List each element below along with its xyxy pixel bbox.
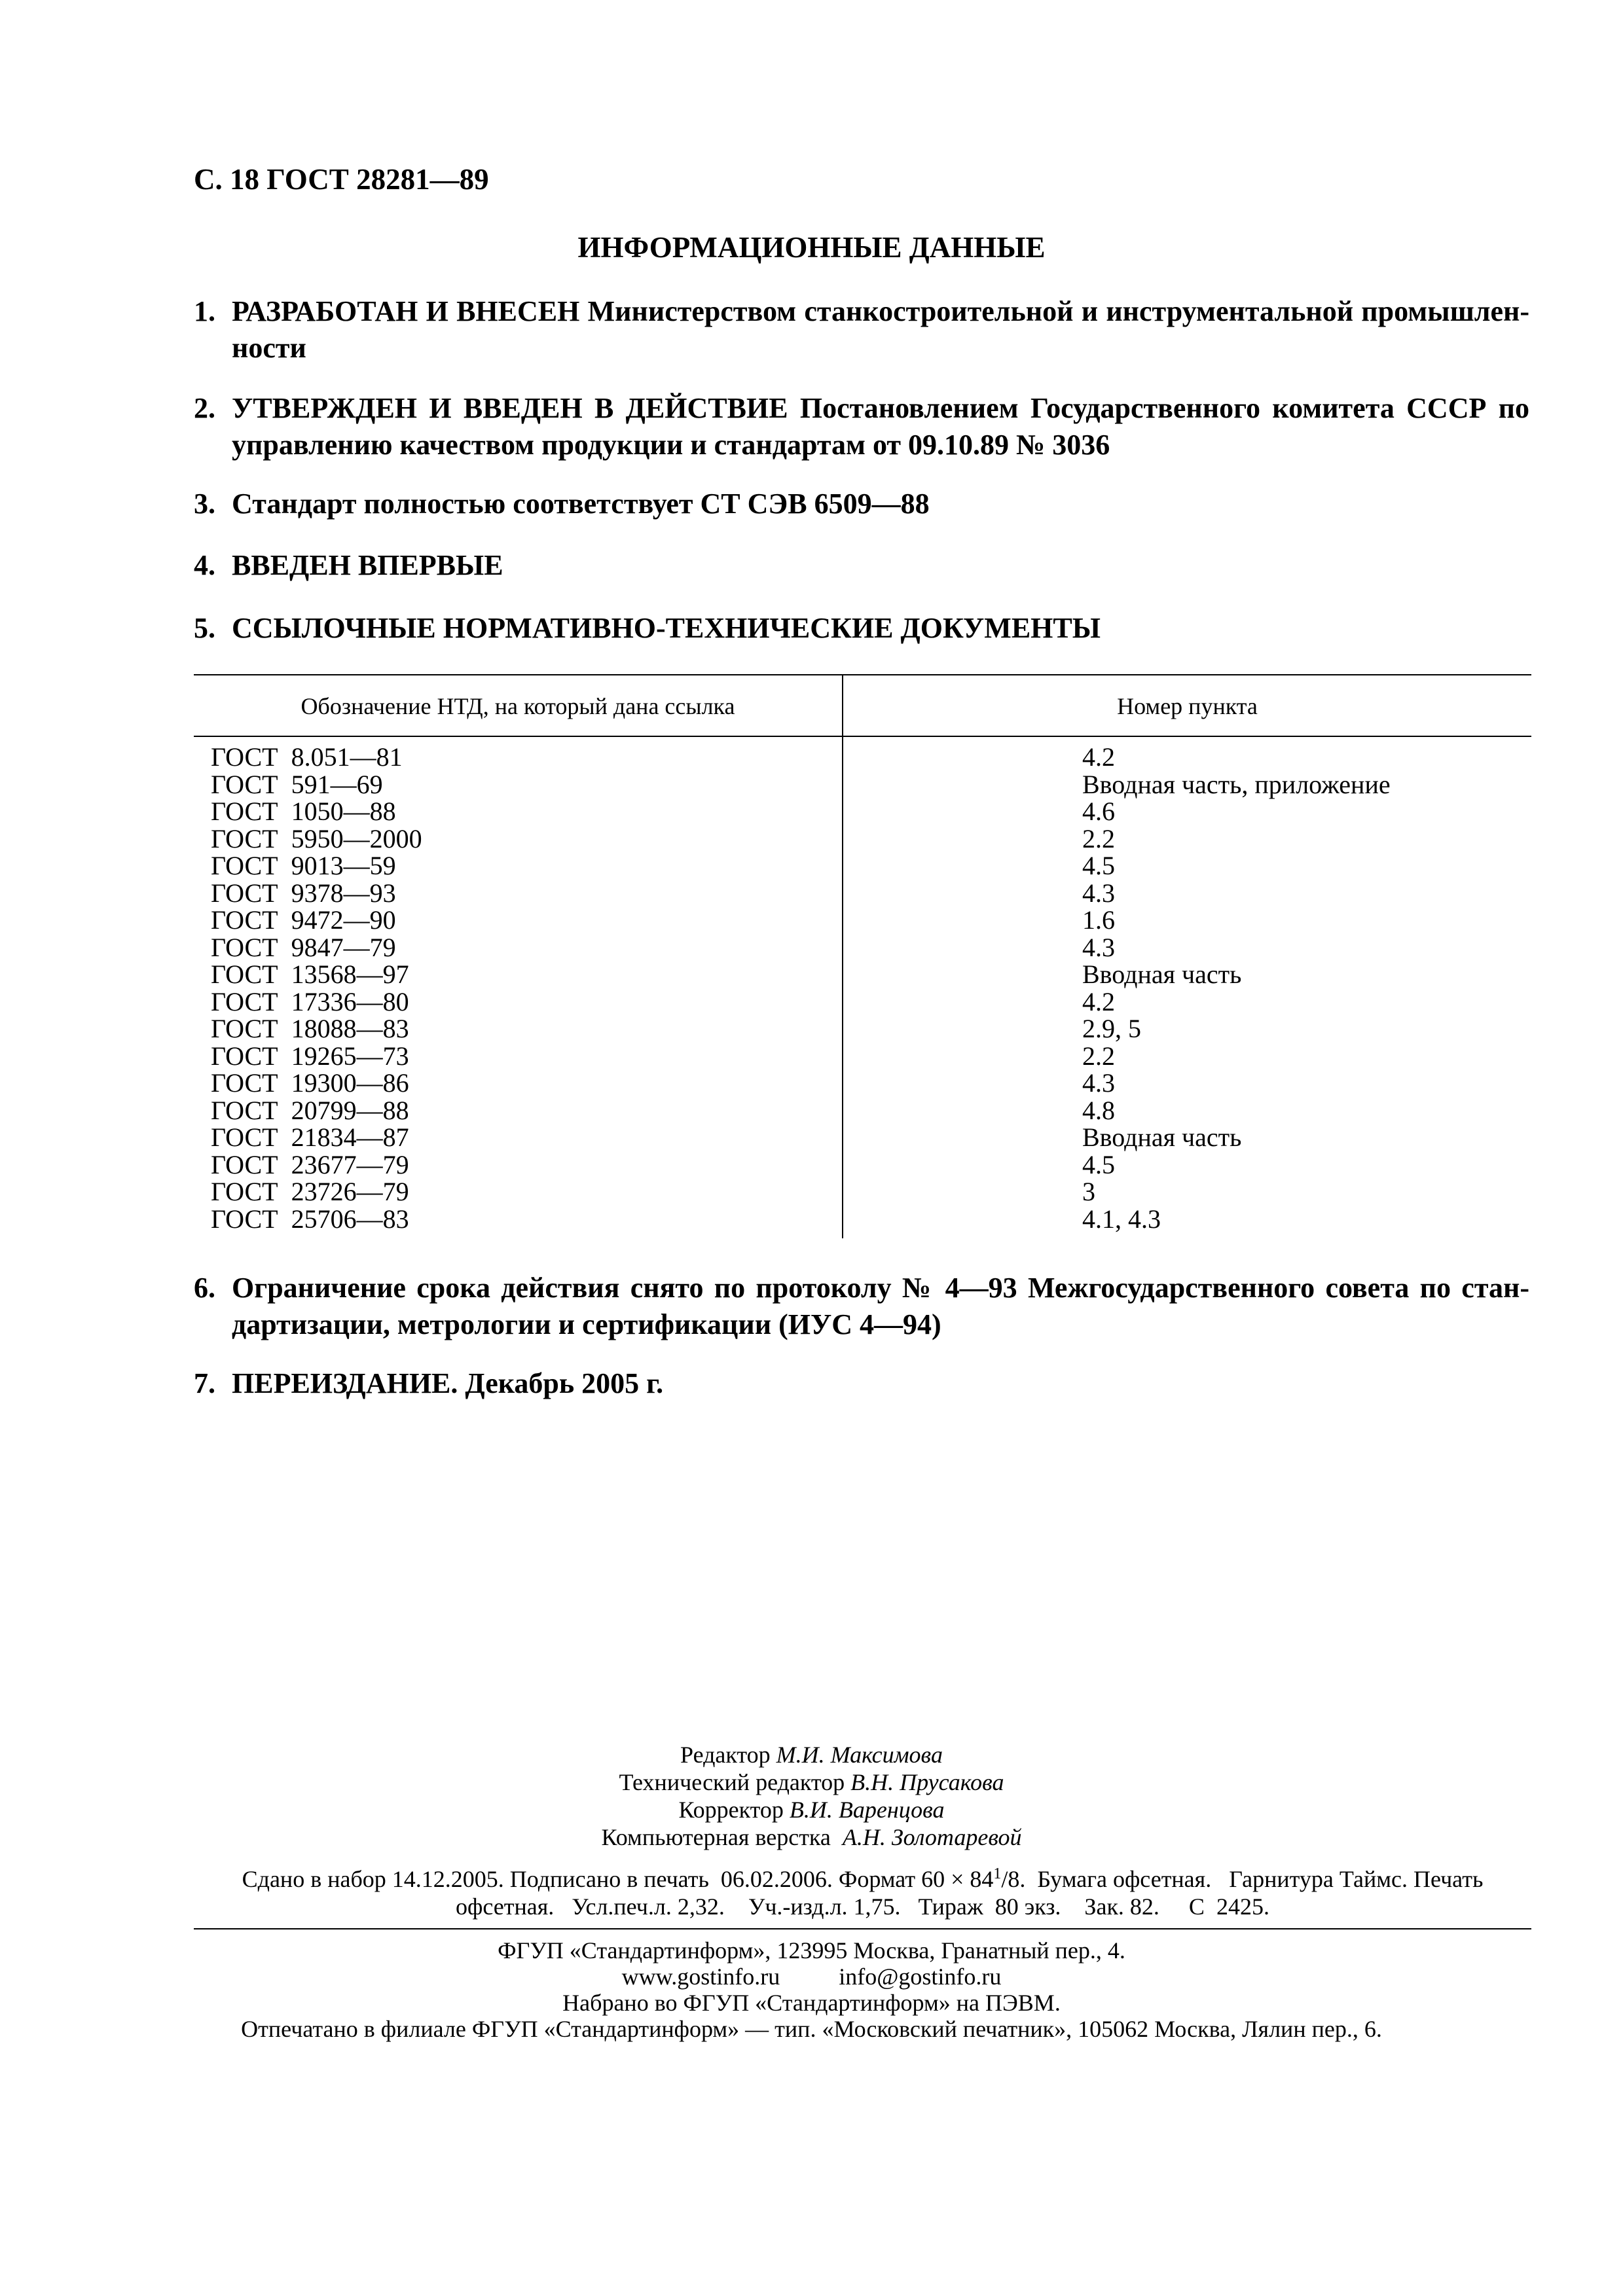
table-cell-document: ГОСТ 20799—88 xyxy=(211,1095,409,1125)
table-cell-document: ГОСТ 18088—83 xyxy=(211,1014,409,1043)
imprint-contacts: www.gostinfo.ru info@gostinfo.ru xyxy=(621,1964,1002,1990)
credit-layout: Компьютерная верстка А.Н. Золотаревой xyxy=(601,1824,1022,1850)
imprint-publisher: ФГУП «Стандартинформ», 123995 Москва, Гранатный пер., 4. xyxy=(498,1937,1125,1964)
item-lead: РАЗРАБОТАН И ВНЕСЕН xyxy=(232,295,580,327)
table-cell-document: ГОСТ 8.051—81 xyxy=(211,742,403,772)
list-item-4 xyxy=(194,547,1529,584)
table-header-clause: Номер пункта xyxy=(1117,693,1258,719)
table-header-rule xyxy=(194,736,1531,737)
table-cell-document: ГОСТ 9847—79 xyxy=(211,932,396,962)
table-cell-clause: 3 xyxy=(1082,1177,1095,1206)
credit-editor: Редактор М.И. Максимова xyxy=(680,1742,943,1768)
item-number: 3. xyxy=(194,488,215,520)
table-header-document: Обозначение НТД, на который дана ссылка xyxy=(301,693,735,719)
imprint xyxy=(0,1937,1623,2042)
table-cell-document: ГОСТ 9472—90 xyxy=(211,905,396,935)
table-cell-document: ГОСТ 13568—97 xyxy=(211,960,409,989)
table-cell-clause: 4.6 xyxy=(1082,797,1115,826)
table-cell-clause: 4.1, 4.3 xyxy=(1082,1204,1161,1234)
imprint-typeset: Набрано во ФГУП «Стандартинформ» на ПЭВМ. xyxy=(562,1990,1061,2016)
list-item-3 xyxy=(194,486,1529,522)
item-lead: ВВЕДЕН ВПЕРВЫЕ xyxy=(232,549,503,581)
item-number: 6. xyxy=(194,1272,215,1304)
list-item-2 xyxy=(194,390,1529,463)
table-cell-clause: 4.8 xyxy=(1082,1095,1115,1125)
table-top-rule xyxy=(194,674,1531,675)
table-cell-document: ГОСТ 25706—83 xyxy=(211,1204,409,1234)
item-number: 1. xyxy=(194,295,215,327)
item-text: Ограничение срока действия снято по протоколу № 4—93 Межгосударственного совета по стандартизации, метрологии и сертификации (ИУС 4—94) xyxy=(232,1272,1529,1340)
table-cell-document: ГОСТ 17336—80 xyxy=(211,986,409,1016)
table-cell-clause: 4.2 xyxy=(1082,986,1115,1016)
table-cell-clause: 4.3 xyxy=(1082,932,1115,962)
table-cell-clause: Вводная часть xyxy=(1082,960,1242,989)
item-text: Стандарт полностью соответствует СТ СЭВ 6509—88 xyxy=(232,488,930,520)
table-cell-clause: 2.2 xyxy=(1082,1041,1115,1071)
table-cell-clause: 4.3 xyxy=(1082,1068,1115,1098)
table-cell-document: ГОСТ 1050—88 xyxy=(211,797,396,826)
item-number: 7. xyxy=(194,1367,215,1399)
table-cell-clause: Вводная часть xyxy=(1082,1122,1242,1152)
list-item-6 xyxy=(194,1270,1529,1343)
credit-technical-editor: Технический редактор В.Н. Прусакова xyxy=(619,1769,1004,1795)
item-lead: ПЕРЕИЗДАНИЕ. xyxy=(232,1367,458,1399)
credit-proofreader: Корректор В.И. Варенцова xyxy=(678,1797,945,1823)
table-cell-clause: Вводная часть, приложение xyxy=(1082,769,1391,799)
item-text: Декабрь 2005 г. xyxy=(458,1367,664,1399)
item-text: Постановлением Государственного комитета СССР по управлению качеством продукции и стандартам от 09.10.89 № 3036 xyxy=(232,392,1530,461)
table-cell-document: ГОСТ 5950—2000 xyxy=(211,823,422,853)
table-cell-clause: 1.6 xyxy=(1082,905,1115,935)
item-number: 4. xyxy=(194,549,215,581)
table-cell-document: ГОСТ 23726—79 xyxy=(211,1177,409,1206)
imprint-printed: Отпечатано в филиале ФГУП «Стандартинформ» — тип. «Московский печатник», 105062 Москва, Лялин пер., 6. xyxy=(241,2016,1382,2042)
table-cell-clause: 2.2 xyxy=(1082,823,1115,853)
table-cell-document: ГОСТ 21834—87 xyxy=(211,1122,409,1152)
table-cell-document: ГОСТ 23677—79 xyxy=(211,1149,409,1179)
table-cell-clause: 4.5 xyxy=(1082,851,1115,880)
table-column-clauses xyxy=(1082,744,1527,1232)
publication-details xyxy=(194,1865,1531,1920)
item-number: 2. xyxy=(194,392,215,424)
table-column-documents xyxy=(211,744,833,1232)
table-column-divider xyxy=(842,674,843,1238)
publication-line-1: Сдано в набор 14.12.2005. Подписано в печать 06.02.2006. Формат $60 \times 84^1/8$. Бумага офсетная. Гарнитура Таймс. Печать xyxy=(242,1865,1484,1892)
imprint-rule xyxy=(194,1928,1531,1929)
table-cell-clause: 4.5 xyxy=(1082,1149,1115,1179)
list-item-7 xyxy=(194,1365,1529,1402)
table-cell-clause: 4.2 xyxy=(1082,742,1115,772)
item-lead: УТВЕРЖДЕН И ВВЕДЕН В ДЕЙСТВИЕ xyxy=(232,392,788,424)
table-cell-document: ГОСТ 9013—59 xyxy=(211,851,396,880)
table-cell-clause: 4.3 xyxy=(1082,878,1115,908)
publication-line-2: офсетная. Усл.печ.л. 2,32. Уч.-изд.л. 1,75. Тираж 80 экз. Зак. 82. С 2425. xyxy=(456,1893,1269,1920)
list-item-5 xyxy=(194,610,1529,647)
table-cell-document: ГОСТ 19265—73 xyxy=(211,1041,409,1071)
table-cell-document: ГОСТ 9378—93 xyxy=(211,878,396,908)
page-title: ИНФОРМАЦИОННЫЕ ДАННЫЕ xyxy=(577,231,1046,264)
table-cell-document: ГОСТ 19300—86 xyxy=(211,1068,409,1098)
item-lead: ССЫЛОЧНЫЕ НОРМАТИВНО-ТЕХНИЧЕСКИЕ ДОКУМЕНТЫ xyxy=(232,612,1101,644)
table-cell-clause: 2.9, 5 xyxy=(1082,1014,1141,1043)
item-text: Министерством станкостроительной и инструментальной промышленности xyxy=(232,295,1529,364)
table-cell-document: ГОСТ 591—69 xyxy=(211,769,383,799)
item-number: 5. xyxy=(194,612,215,644)
list-item-1 xyxy=(194,293,1529,367)
page-header: С. 18 ГОСТ 28281—89 xyxy=(194,163,489,196)
editorial-credits xyxy=(0,1741,1623,1851)
